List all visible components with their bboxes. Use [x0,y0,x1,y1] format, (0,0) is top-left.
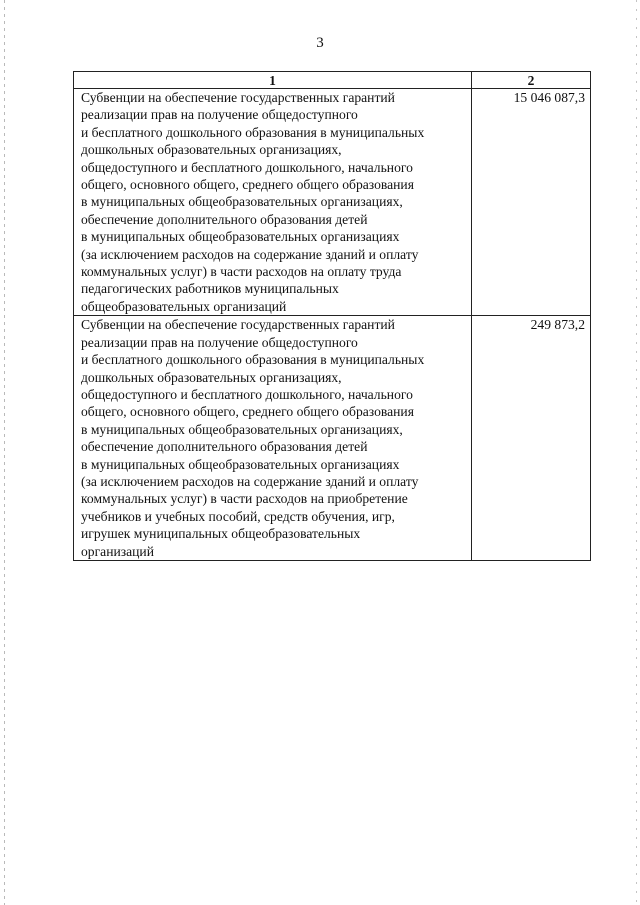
row-2-value: 249 873,2 [472,316,591,561]
table-row [74,89,591,316]
table-header-row [74,72,591,89]
column-header-1: 1 [74,72,472,89]
page-number: 3 [316,35,324,51]
row-1-description: Субвенции на обеспечение государственных гарантий реализации прав на получение общедоступного и бесплатного дошкольного образования в муниципальных дошкольных образовательных организациях, общедоступного и бесплатного дошкольного, начального общего, основного общего, среднего общего образования в муниципальных общеобразовательных организациях, обеспечение дополнительного образования детей в муниципальных общеобразовательных организациях (за исключением расходов на содержание зданий и оплату коммунальных услуг) в части расходов на оплату труда педагогических работников муниципальных общеобразовательных организаций [74,89,472,316]
row-2-description: Субвенции на обеспечение государственных гарантий реализации прав на получение общедоступного и бесплатного дошкольного образования в муниципальных дошкольных образовательных организациях, общедоступного и бесплатного дошкольного, начального общего, основного общего, среднего общего образования в муниципальных общеобразовательных организациях, обеспечение дополнительного образования детей в муниципальных общеобразовательных организациях (за исключением расходов на содержание зданий и оплату коммунальных услуг) в части расходов на приобретение учебников и учебных пособий, средств обучения, игр, игрушек муниципальных общеобразовательных организаций [74,316,472,561]
row-1-value: 15 046 087,3 [472,89,591,316]
column-header-2: 2 [472,72,591,89]
table-row [74,316,591,561]
scan-edge-left [4,0,5,905]
subventions-table [73,71,591,561]
scan-edge-right [636,0,637,905]
